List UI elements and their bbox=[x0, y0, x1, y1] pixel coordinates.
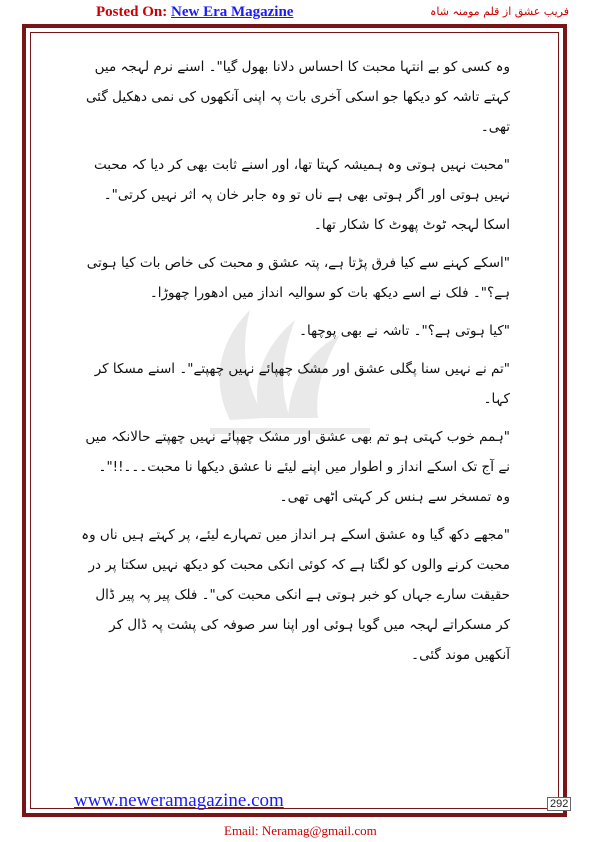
novel-title: فریب عشق از قلم مومنہ شاہ bbox=[429, 5, 569, 18]
website-link[interactable]: www.neweramagazine.com bbox=[74, 790, 284, 811]
paragraph: "مجھے دکھ گیا وہ عشق اسکے ہر انداز میں تمہارے لیئے، پر کہتے ہیں ناں وہ محبت کرنے والوں کو لگتا ہے کہ کوئی انکی محبت کو دیکھ نہیں سکتا پر در حقیقت سارے جہاں کو خبر ہوتی ہے انکی محبت کی"۔ فلک پیر پہ پیر ڈال کر مسکراتے لہجہ میں گویا ہوئی اور اپنا سر صوفہ کی پشت پہ ڈال کر آنکھیں موند گئی۔ bbox=[81, 527, 510, 663]
paragraph: وہ کسی کو بے انتہا محبت کا احساس دلانا بھول گیا"۔ اسنے نرم لہجہ میں کہتے تاشہ کو دیکھا جو اسکی آخری بات پہ اپنی آنکھوں کی نمی دھکیل گئی تھی۔ bbox=[86, 59, 510, 135]
page-number: 292 bbox=[547, 797, 571, 811]
paragraph: "اسکے کہنے سے کیا فرق پڑتا ہے، پتہ عشق و محبت کی خاص بات کیا ہوتی ہے؟"۔ فلک نے اسے دیکھ بات کو سوالیہ انداز میں ادھورا چھوڑا۔ bbox=[86, 255, 510, 301]
contact-email[interactable]: Email: Neramag@gmail.com bbox=[224, 823, 377, 838]
paragraph: "کیا ہوتی ہے؟"۔ تاشہ نے بھی پوچھا۔ bbox=[299, 323, 510, 339]
magazine-link[interactable]: New Era Magazine bbox=[171, 4, 294, 20]
story-text bbox=[80, 52, 510, 678]
paragraph: "تم نے نہیں سنا پگلی عشق اور مشک چھپائے نہیں چھپتے"۔ اسنے مسکا کر کہا۔ bbox=[94, 361, 510, 407]
posted-label: Posted On: bbox=[96, 4, 168, 20]
header-posted-on bbox=[96, 4, 293, 21]
paragraph: "ہمم خوب کہتی ہو تم بھی عشق اور مشک چھپائے نہیں چھپتے حالانکہ میں نے آج تک اسکے انداز و اطوار میں اپنے لیئے نا عشق دیکھا نا محبت۔۔۔!!"۔ وہ تمسخر سے ہنس کر کہتی اٹھی تھی۔ bbox=[85, 429, 510, 505]
paragraph: "محبت نہیں ہوتی وہ ہمیشہ کہتا تھا، اور اسنے ثابت بھی کر دیا کہ محبت نہیں ہوتی اور اگر ہوتی بھی ہے ناں تو وہ جابر خان پہ اثر نہیں کرتی"۔ اسکا لہجہ ٹوٹ پھوٹ کا شکار تھا۔ bbox=[94, 157, 510, 233]
